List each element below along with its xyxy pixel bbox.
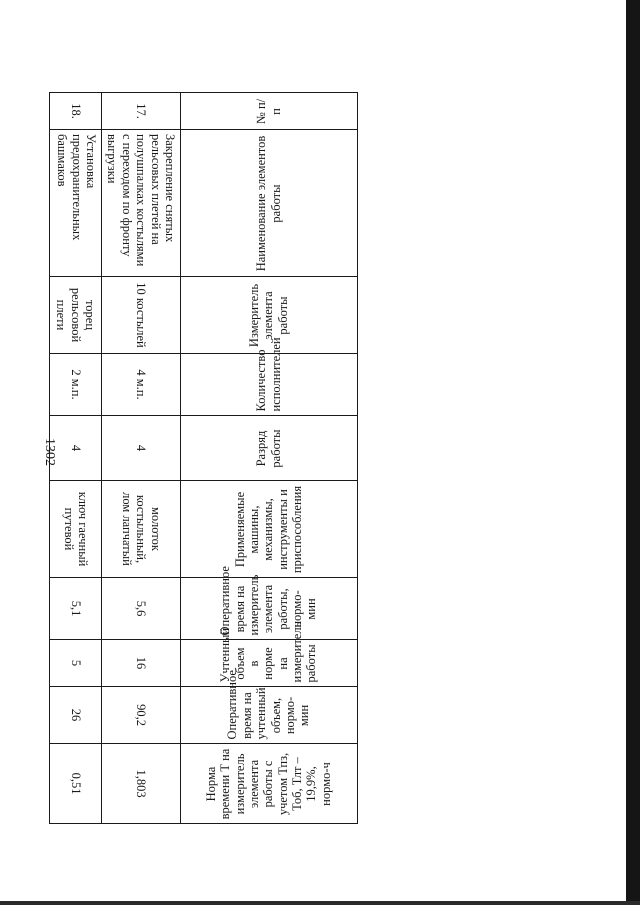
row-number: 17. bbox=[102, 93, 181, 130]
header-workers: Количество исполнителей bbox=[181, 354, 358, 416]
row-volume: 16 bbox=[102, 640, 181, 687]
header-unit: Измеритель элемента работы bbox=[181, 277, 358, 354]
table-row bbox=[50, 93, 102, 824]
work-elements-table bbox=[49, 92, 358, 824]
scan-border-bottom bbox=[0, 901, 640, 905]
row-number: 18. bbox=[50, 93, 102, 130]
row-grade: 4 bbox=[102, 416, 181, 481]
row-workers: 4 м.п. bbox=[102, 354, 181, 416]
row-volume: 5 bbox=[50, 640, 102, 687]
page-number: 1302 bbox=[42, 438, 57, 466]
row-work-element: Закрепление снятых рельсовых плетей на полушпалках костылями с переходом по фронту выгрузки bbox=[102, 130, 181, 277]
row-workers: 2 м.п. bbox=[50, 354, 102, 416]
header-number: № п/п bbox=[181, 93, 358, 130]
row-unit: 10 костылей bbox=[102, 277, 181, 354]
row-norm: 0,51 bbox=[50, 744, 102, 824]
row-unit: торец рельсовой плети bbox=[50, 277, 102, 354]
header-op-time: Оперативное время на измеритель элемента работы, нормо-мин bbox=[181, 578, 358, 640]
header-tools: Применяемые машины, механизмы, инструменты и приспособления bbox=[181, 481, 358, 578]
row-op-time: 5,6 bbox=[102, 578, 181, 640]
scan-border-right bbox=[626, 0, 640, 905]
work-table-container bbox=[54, 92, 358, 823]
header-norm: Норма времени Т на измеритель элемента работы с учетом Тпз, Тоб, Тлт – 19,9%, нормо-ч bbox=[181, 744, 358, 824]
row-tools: молоток костыльный, лом лапчатый bbox=[102, 481, 181, 578]
row-work-element: Установка предохранительных башмаков bbox=[50, 130, 102, 277]
header-work-element: Наименование элементов работы bbox=[181, 130, 358, 277]
row-tools: ключ гаечный путевой bbox=[50, 481, 102, 578]
row-norm: 1,803 bbox=[102, 744, 181, 824]
row-op-time-volume: 90,2 bbox=[102, 687, 181, 744]
table-row bbox=[102, 93, 181, 824]
table-header-row bbox=[181, 93, 358, 824]
row-op-time: 5,1 bbox=[50, 578, 102, 640]
header-grade: Разряд работы bbox=[181, 416, 358, 481]
row-grade: 4 bbox=[50, 416, 102, 481]
header-volume: Учтенный объем в норме на измеритель работы bbox=[181, 640, 358, 687]
header-op-time-volume: Оперативное время на учтенный объем, нормо-мин bbox=[181, 687, 358, 744]
row-op-time-volume: 26 bbox=[50, 687, 102, 744]
